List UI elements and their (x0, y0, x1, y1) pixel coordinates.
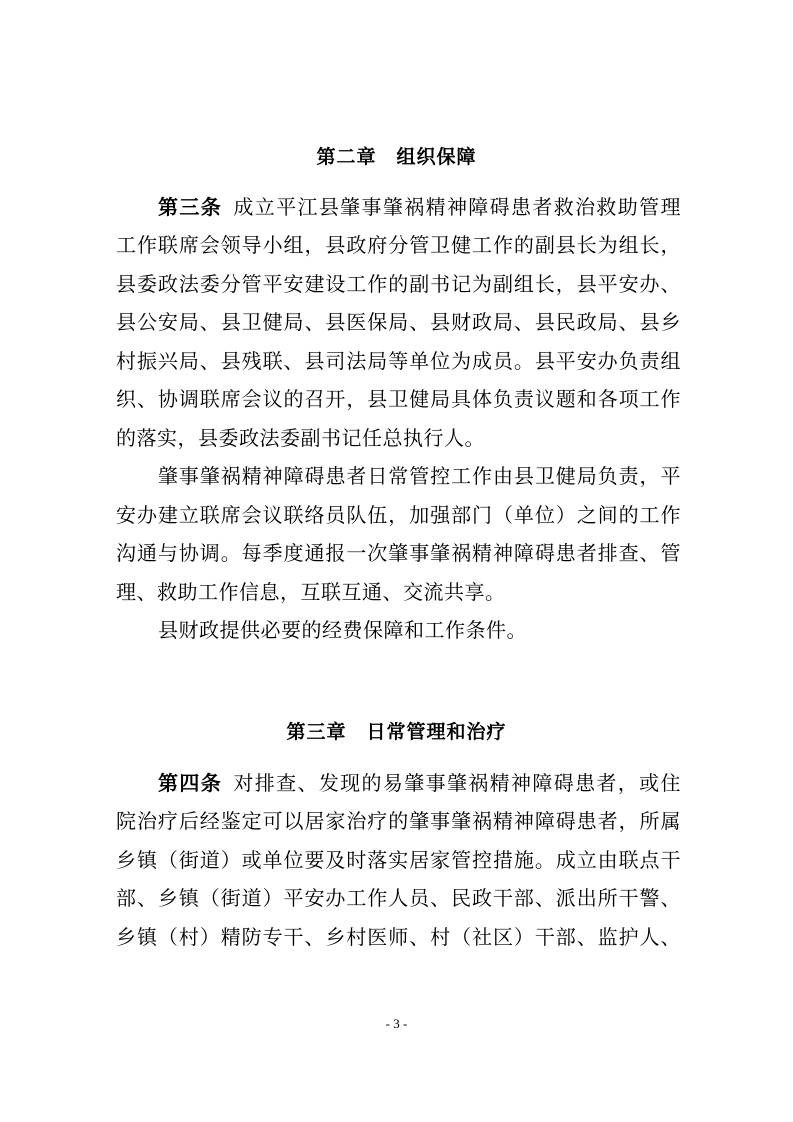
article-3-first-line (158, 187, 681, 227)
chapter-3-heading: 第三章 日常管理和治疗 (286, 721, 507, 743)
article-3-line-5: 村振兴局、县残联、县司法局等单位为成员。县平安办负责组 (116, 349, 681, 373)
paragraph-2-line-1: 肇事肇祸精神障碍患者日常管控工作由县卫健局负责，平 (158, 464, 681, 488)
article-4-first-line (158, 763, 681, 803)
paragraph-2-line-4: 理、救助工作信息，互联互通、交流共享。 (116, 580, 506, 604)
article-4-line-5: 乡镇（村）精防专干、乡村医师、村（社区）干部、监护人、 (116, 925, 681, 949)
article-4-line-3: 乡镇（街道）或单位要及时落实居家管控措施。成立由联点干 (116, 848, 681, 872)
article-4-line-1: 对排查、发现的易肇事肇祸精神障碍患者，或住 (232, 771, 681, 795)
paragraph-2-line-2: 安办建立联席会议联络员队伍，加强部门（单位）之间的工作 (116, 503, 681, 527)
article-3-line-2: 工作联席会领导小组，县政府分管卫健工作的副县长为组长， (116, 233, 681, 257)
article-3-line-6: 织、协调联席会议的召开，县卫健局具体负责议题和各项工作 (116, 387, 681, 411)
article-3-line-3: 县委政法委分管平安建设工作的副书记为副组长，县平安办、 (116, 272, 681, 296)
article-4-label: 第四条 (158, 771, 223, 795)
chapter-2-heading: 第二章 组织保障 (316, 146, 477, 168)
page-number: - 3 - (385, 1016, 408, 1031)
article-3-label: 第三条 (158, 195, 223, 219)
article-4-line-4: 部、乡镇（街道）平安办工作人员、民政干部、派出所干警、 (116, 886, 681, 910)
article-3-line-1: 成立平江县肇事肇祸精神障碍患者救治救助管理 (232, 195, 681, 219)
paragraph-3-line-1: 县财政提供必要的经费保障和工作条件。 (158, 618, 527, 642)
paragraph-2-line-3: 沟通与协调。每季度通报一次肇事肇祸精神障碍患者排查、管 (116, 541, 681, 565)
article-4-line-2: 院治疗后经鉴定可以居家治疗的肇事肇祸精神障碍患者，所属 (116, 809, 681, 833)
article-3-line-7: 的落实，县委政法委副书记任总执行人。 (116, 426, 485, 450)
article-3-line-4: 县公安局、县卫健局、县医保局、县财政局、县民政局、县乡 (116, 310, 681, 334)
